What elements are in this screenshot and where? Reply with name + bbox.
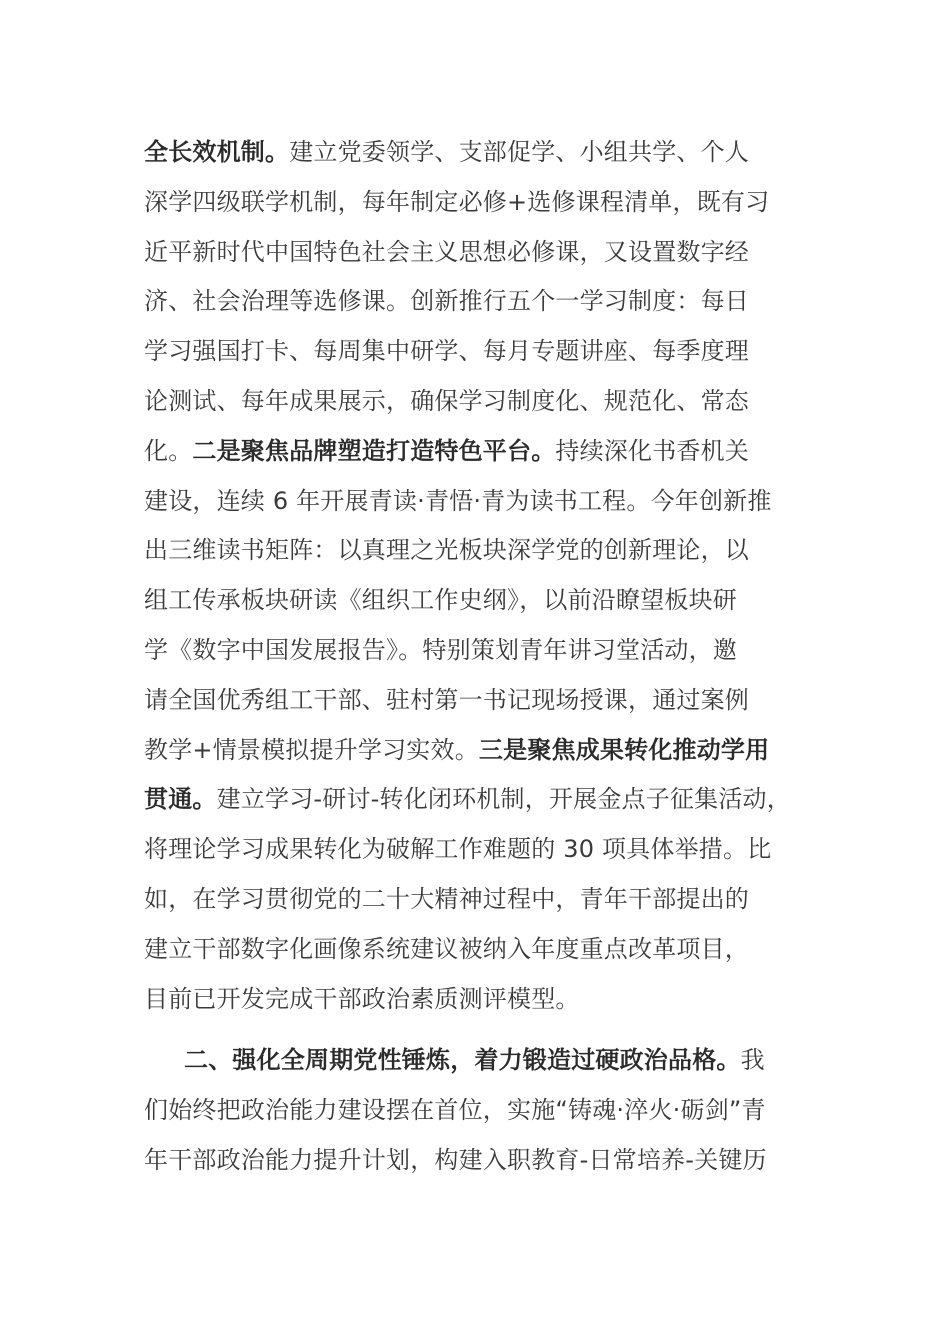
- text-segment: 如，在学习贯彻党的二十大精神过程中，青年干部提出的: [144, 884, 749, 913]
- paragraph-2: [144, 1036, 844, 1185]
- text-segment: 将理论学习成果转化为破解工作难题的 30 项具体举措。比: [144, 835, 772, 864]
- text-line: [144, 726, 844, 776]
- text-line: [144, 477, 844, 527]
- text-line: [144, 925, 844, 975]
- text-segment: 化。: [144, 436, 193, 465]
- text-segment: 们始终把政治能力建设摆在首位，实施“铸魂·淬火·砺剑”青: [144, 1096, 766, 1125]
- text-segment: 持续深化书香机关: [555, 436, 750, 465]
- text-line: [144, 875, 844, 925]
- text-line: [144, 377, 844, 427]
- text-segment: 济、社会治理等选修课。创新推行五个一学习制度：每日: [144, 287, 749, 316]
- bold-text-segment: 三是聚焦成果转化推动学用: [478, 735, 770, 764]
- text-line: [144, 825, 844, 875]
- text-line: [144, 327, 844, 377]
- paragraph-1: [144, 128, 844, 1024]
- document-body: [144, 128, 844, 1186]
- text-line: [144, 775, 844, 825]
- text-segment: 论测试、每年成果展示，确保学习制度化、规范化、常态: [144, 386, 749, 415]
- text-line: [144, 576, 844, 626]
- text-segment: 学习强国打卡、每周集中研学、每月专题讲座、每季度理: [144, 337, 749, 366]
- text-segment: 请全国优秀组工干部、驻村第一书记现场授课，通过案例: [144, 685, 749, 714]
- text-segment: 组工传承板块研读《组织工作史纲》，以前沿瞭望板块研: [144, 586, 737, 615]
- text-line: [144, 178, 844, 228]
- text-segment: 建立党委领学、支部促学、小组共学、个人: [289, 138, 750, 166]
- text-line: [144, 427, 844, 477]
- text-line: [144, 1086, 844, 1136]
- text-segment: 近平新时代中国特色社会主义思想必修课，又设置数字经: [144, 237, 749, 266]
- bold-text-segment: 全长效机制。: [144, 138, 290, 166]
- text-segment: 学《数字中国发展报告》。特别策划青年讲习堂活动，邀: [144, 635, 737, 664]
- bold-text-segment: 二是聚焦品牌塑造打造特色平台。: [192, 436, 556, 465]
- text-line: [144, 128, 844, 178]
- text-segment: 目前已开发完成干部政治素质测评模型。: [144, 984, 580, 1013]
- text-line: [144, 975, 844, 1025]
- text-segment: 建立干部数字化画像系统建议被纳入年度重点改革项目，: [144, 934, 749, 963]
- text-line: [144, 626, 844, 676]
- text-segment: 深学四级联学机制，每年制定必修+选修课程清单，既有习: [144, 187, 770, 216]
- text-segment: 年干部政治能力提升计划，构建入职教育-日常培养-关键历: [144, 1145, 767, 1174]
- text-segment: 我: [740, 1046, 765, 1075]
- text-segment: 教学+情景模拟提升学习实效。: [144, 735, 479, 764]
- text-line: [144, 228, 844, 278]
- text-line: [144, 277, 844, 327]
- bold-text-segment: 贯通。: [144, 785, 217, 814]
- text-line: [144, 676, 844, 726]
- text-line: [144, 1136, 844, 1186]
- text-segment: 建立学习-研讨-转化闭环机制，开展金点子征集活动，: [216, 785, 791, 814]
- paragraph-gap: [144, 1024, 844, 1036]
- text-line: [144, 1036, 844, 1086]
- text-line: [144, 526, 844, 576]
- bold-text-segment: 二、强化全周期党性锤炼，着力锻造过硬政治品格。: [184, 1046, 741, 1075]
- text-segment: 建设，连续 6 年开展青读·青悟·青为读书工程。今年创新推: [144, 486, 772, 515]
- text-segment: 出三维读书矩阵：以真理之光板块深学党的创新理论，以: [144, 536, 749, 565]
